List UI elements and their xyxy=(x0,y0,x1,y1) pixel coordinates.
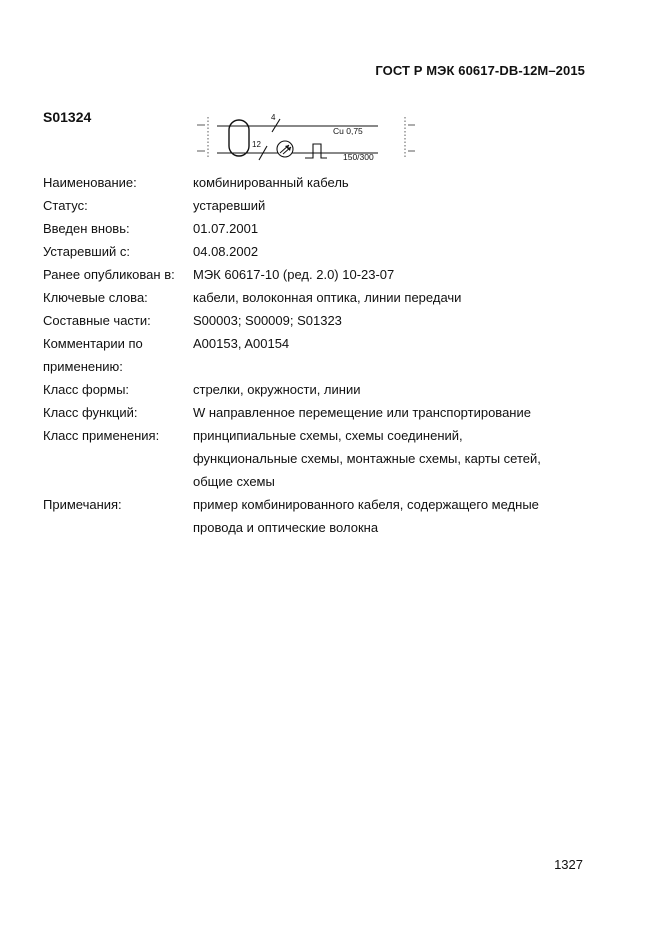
combined-cable-symbol xyxy=(193,112,423,164)
symbol-code: S01324 xyxy=(43,109,92,125)
property-row xyxy=(43,401,583,424)
property-value-line: кабели, волоконная оптика, линии передачи xyxy=(193,290,462,305)
property-value-line: W направленное перемещение или транспортирование xyxy=(193,405,531,420)
property-label: Примечания: xyxy=(43,497,122,512)
copper-label: Cu 0,75 xyxy=(333,126,363,136)
property-value-line: стрелки, окружности, линии xyxy=(193,382,361,397)
property-label: Комментарии по применению: xyxy=(43,336,143,374)
property-row xyxy=(43,309,583,332)
property-label: Ключевые слова: xyxy=(43,290,148,305)
property-label: Устаревший с: xyxy=(43,244,130,259)
property-value xyxy=(193,401,583,424)
property-row xyxy=(43,171,583,194)
property-value xyxy=(193,493,583,539)
property-value-line: A00153, A00154 xyxy=(193,336,290,351)
property-value xyxy=(193,240,583,263)
property-value xyxy=(193,194,583,217)
property-value-line: S00003; S00009; S01323 xyxy=(193,313,342,328)
property-row xyxy=(43,263,583,286)
property-value-line: принципиальные схемы, схемы соединений, xyxy=(193,428,463,443)
property-row xyxy=(43,286,583,309)
property-value-line: функциональные схемы, монтажные схемы, карты сетей, xyxy=(193,451,541,466)
property-value-line: провода и оптические волокна xyxy=(193,520,379,535)
fiber-label: 150/300 xyxy=(343,152,374,162)
property-label: Класс формы: xyxy=(43,382,130,397)
property-label: Класс применения: xyxy=(43,428,160,443)
property-value xyxy=(193,286,583,309)
property-label: Ранее опубликован в: xyxy=(43,267,175,282)
property-value-line: МЭК 60617-10 (ред. 2.0) 10-23-07 xyxy=(193,267,395,282)
document-header: ГОСТ Р МЭК 60617-DB-12M–2015 xyxy=(375,63,585,78)
property-value xyxy=(193,378,583,401)
property-value-line: 04.08.2002 xyxy=(193,244,259,259)
property-value xyxy=(193,309,583,332)
property-row xyxy=(43,378,583,401)
property-value xyxy=(193,263,583,286)
pulse-shape xyxy=(305,144,327,158)
page-number: 1327 xyxy=(554,857,583,872)
property-row xyxy=(43,332,583,378)
cable-sheath-oval xyxy=(229,120,249,156)
property-label: Статус: xyxy=(43,198,88,213)
property-row xyxy=(43,493,583,539)
property-label: Наименование: xyxy=(43,175,137,190)
property-value-line: комбинированный кабель xyxy=(193,175,349,190)
count-bottom-label: 12 xyxy=(252,140,261,149)
count-top-label: 4 xyxy=(271,113,276,122)
property-value xyxy=(193,332,583,378)
property-label: Класс функций: xyxy=(43,405,138,420)
property-value-line: 01.07.2001 xyxy=(193,221,259,236)
property-value xyxy=(193,171,583,194)
property-row xyxy=(43,217,583,240)
property-row xyxy=(43,194,583,217)
property-value xyxy=(193,424,583,493)
property-value-line: устаревший xyxy=(193,198,266,213)
property-row xyxy=(43,424,583,493)
property-label: Составные части: xyxy=(43,313,151,328)
properties-list xyxy=(43,171,583,539)
property-value-line: общие схемы xyxy=(193,474,275,489)
property-value xyxy=(193,217,583,240)
property-row xyxy=(43,240,583,263)
property-value-line: пример комбинированного кабеля, содержащего медные xyxy=(193,497,539,512)
property-label: Введен вновь: xyxy=(43,221,130,236)
